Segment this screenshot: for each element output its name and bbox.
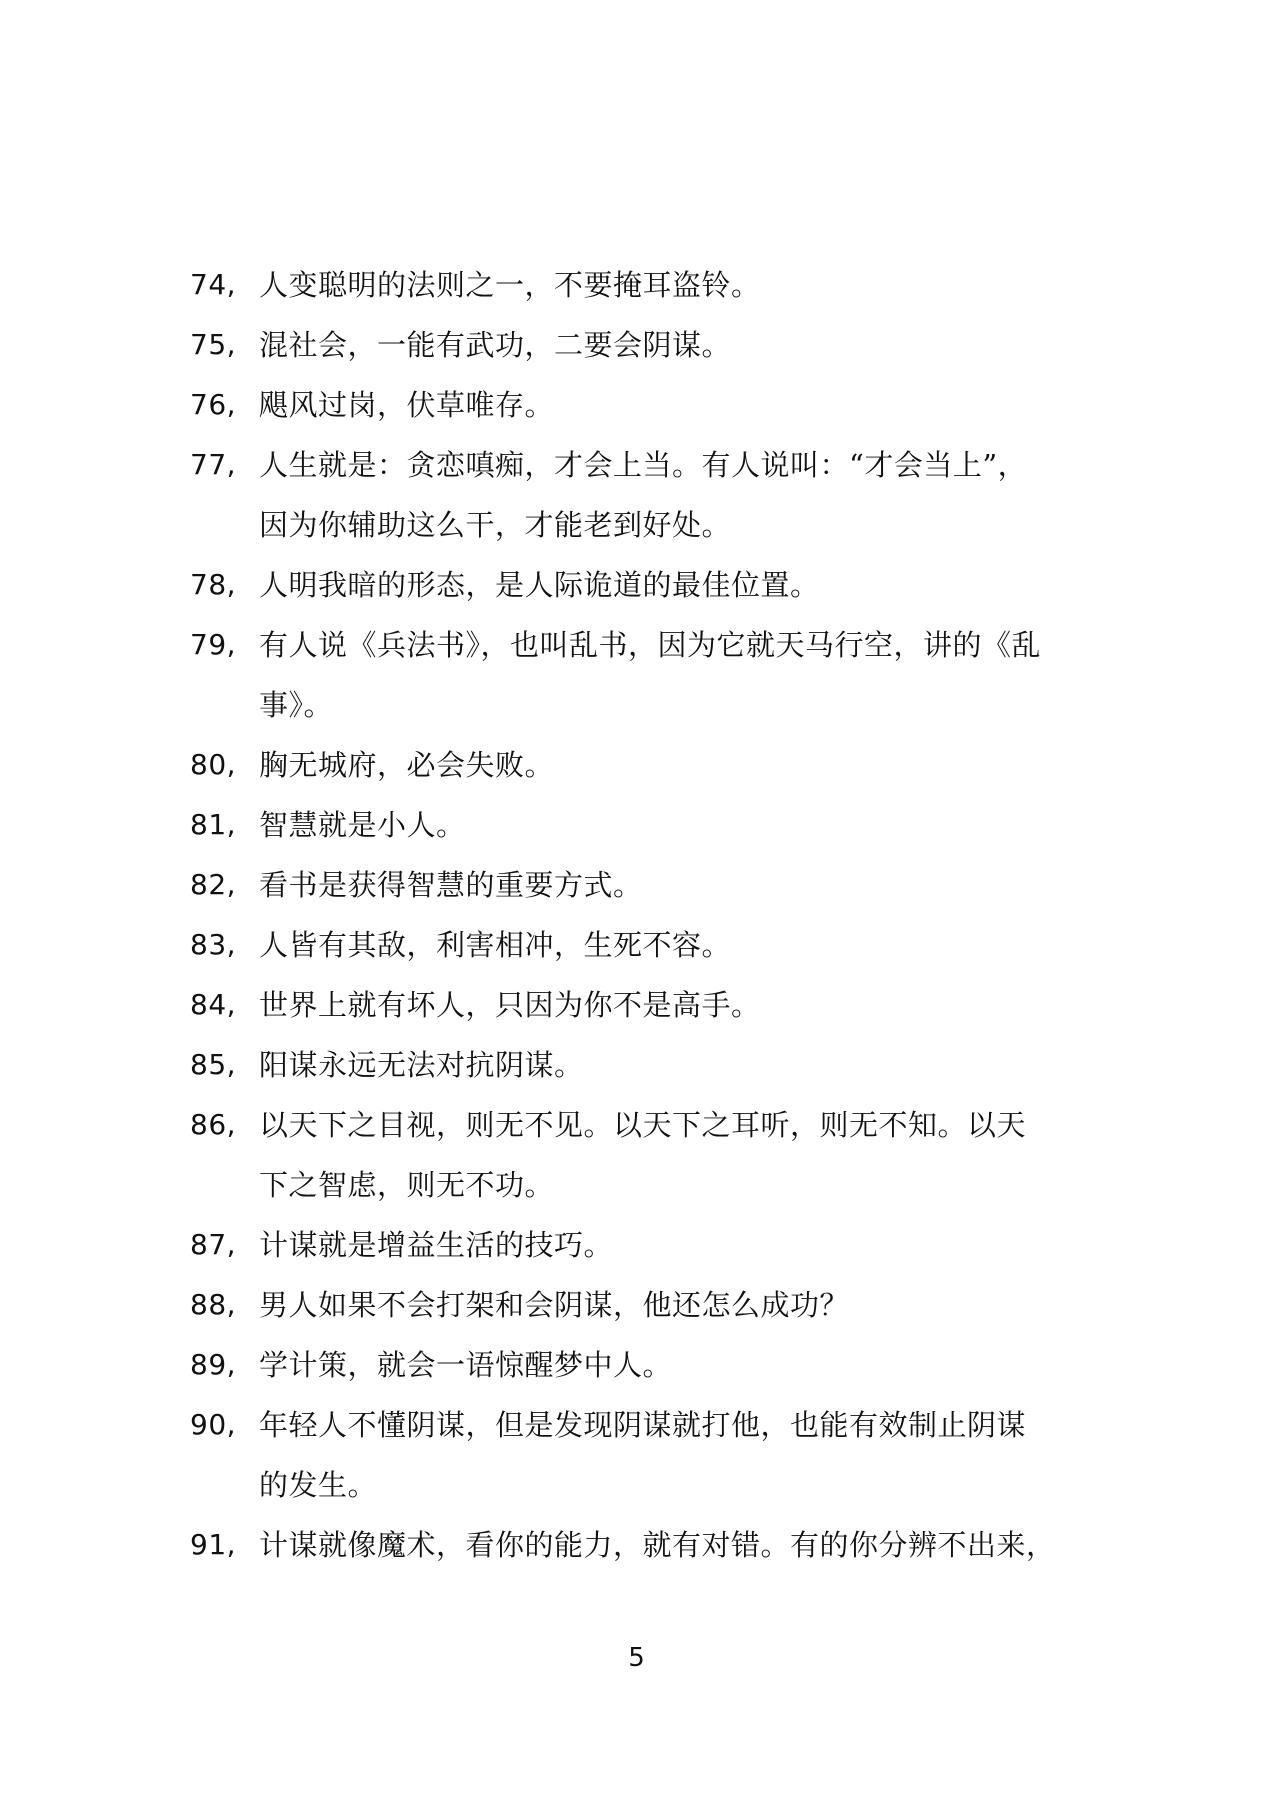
entry-text [259,435,1090,555]
list-item [190,315,1090,375]
list-item [190,975,1090,1035]
entry-text [259,1095,1090,1215]
list-item [190,915,1090,975]
entry-number: 90, [190,1408,237,1441]
entry-text [259,1515,1090,1575]
entry-line: 计谋就是增益生活的技巧。 [259,1228,614,1262]
entry-number: 77, [190,448,237,481]
list-item [190,795,1090,855]
entry-line: 有人说《兵法书》，也叫乱书，因为它就天马行空，讲的《乱 [259,628,1042,662]
entry-number: 79, [190,628,237,661]
entry-line: 的发生。 [259,1468,378,1502]
entry-line: 计谋就像魔术，看你的能力，就有对错。有的你分辨不出来， [259,1528,1056,1562]
entry-number: 88, [190,1288,237,1321]
list-item [190,435,1090,555]
entry-line: 人皆有其敌，利害相冲，生死不容。 [259,928,732,962]
list-item [190,255,1090,315]
list-item [190,735,1090,795]
entry-text [259,855,1090,915]
entry-text [259,735,1090,795]
entry-text [259,255,1090,315]
entry-line: 以天下之目视，则无不见。以天下之耳听，则无不知。以天 [259,1108,1027,1142]
entry-number: 75, [190,328,237,361]
entry-text [259,555,1090,615]
entry-number: 86, [190,1108,237,1141]
entry-line: 看书是获得智慧的重要方式。 [259,868,643,902]
entry-line: 飓风过岗，伏草唯存。 [259,388,555,422]
list-item [190,1335,1090,1395]
entry-number: 89, [190,1348,237,1381]
entry-number: 82, [190,868,237,901]
entry-text [259,1035,1090,1095]
entry-number: 74, [190,268,237,301]
entry-line: 人生就是：贪恋嗔痴，才会上当。有人说叫：“才会当上”， [259,448,1028,482]
entry-text [259,975,1090,1035]
entry-text [259,375,1090,435]
entry-number: 81, [190,808,237,841]
entry-line: 男人如果不会打架和会阴谋，他还怎么成功？ [259,1288,850,1322]
list-item [190,615,1090,735]
entry-list [190,255,1090,1575]
entry-line: 阳谋永远无法对抗阴谋。 [259,1048,584,1082]
entry-number: 85, [190,1048,237,1081]
entry-line: 年轻人不懂阴谋，但是发现阴谋就打他，也能有效制止阴谋 [259,1408,1027,1442]
entry-line: 学计策，就会一语惊醒梦中人。 [259,1348,673,1382]
entry-text [259,315,1090,375]
list-item [190,1215,1090,1275]
entry-number: 83, [190,928,237,961]
entry-number: 80, [190,748,237,781]
entry-text [259,1335,1090,1395]
list-item [190,1395,1090,1515]
entry-number: 78, [190,568,237,601]
entry-text [259,1275,1090,1335]
list-item [190,1095,1090,1215]
entry-number: 91, [190,1528,237,1561]
list-item [190,1275,1090,1335]
list-item [190,1515,1090,1575]
entry-line: 人明我暗的形态，是人际诡道的最佳位置。 [259,568,820,602]
entry-line: 智慧就是小人。 [259,808,466,842]
entry-number: 76, [190,388,237,421]
entry-number: 87, [190,1228,237,1261]
list-item [190,855,1090,915]
entry-line: 事》。 [259,688,334,722]
entry-line: 下之智虑，则无不功。 [259,1168,555,1202]
entry-text [259,915,1090,975]
entry-text [259,1395,1090,1515]
entry-line: 胸无城府，必会失败。 [259,748,555,782]
entry-text [259,1215,1090,1275]
list-item [190,375,1090,435]
entry-line: 因为你辅助这么干，才能老到好处。 [259,508,732,542]
entry-text [259,615,1090,735]
entry-line: 人变聪明的法则之一，不要掩耳盗铃。 [259,268,761,302]
page-number: 5 [628,1643,645,1673]
entry-line: 世界上就有坏人，只因为你不是高手。 [259,988,761,1022]
entry-number: 84, [190,988,237,1021]
list-item [190,1035,1090,1095]
list-item [190,555,1090,615]
entry-line: 混社会，一能有武功，二要会阴谋。 [259,328,732,362]
entry-text [259,795,1090,855]
